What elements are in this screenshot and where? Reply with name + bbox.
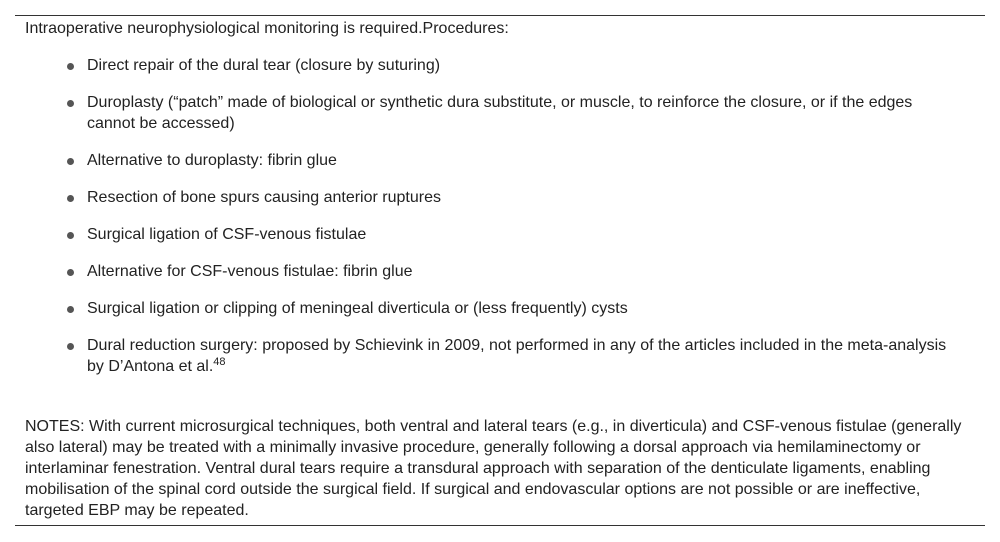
bullet-icon bbox=[67, 343, 74, 350]
procedures-table bbox=[15, 15, 985, 526]
reference-superscript: 48 bbox=[213, 356, 226, 368]
procedure-text: Surgical ligation or clipping of meningeal diverticula or (less frequently) cysts bbox=[87, 300, 628, 317]
list-item bbox=[87, 187, 963, 208]
bullet-icon bbox=[67, 195, 74, 202]
list-item bbox=[87, 224, 963, 245]
list-item bbox=[87, 55, 963, 76]
intro-text: Intraoperative neurophysiological monitoring is required.Procedures: bbox=[25, 20, 509, 37]
list-item bbox=[87, 298, 963, 319]
bullet-icon bbox=[67, 100, 74, 107]
list-item bbox=[87, 92, 963, 134]
bullet-icon bbox=[67, 306, 74, 313]
procedure-text: Alternative to duroplasty: fibrin glue bbox=[87, 152, 337, 169]
bullet-icon bbox=[67, 269, 74, 276]
bullet-icon bbox=[67, 63, 74, 70]
procedure-text: Dural reduction surgery: proposed by Schievink in 2009, not performed in any of the articles included in the meta-analysis by D’Antona et al. bbox=[87, 337, 947, 375]
list-item bbox=[87, 335, 963, 377]
procedure-text: Direct repair of the dural tear (closure by suturing) bbox=[87, 57, 441, 74]
bullet-icon bbox=[67, 158, 74, 165]
procedure-text: Resection of bone spurs causing anterior ruptures bbox=[87, 189, 441, 206]
procedure-text: Duroplasty (“patch” made of biological or synthetic dura substitute, or muscle, to reinforce the closure, or if the edges cannot be accessed) bbox=[87, 94, 913, 132]
procedure-text: Alternative for CSF-venous fistulae: fibrin glue bbox=[87, 263, 413, 280]
procedure-text: Surgical ligation of CSF-venous fistulae bbox=[87, 226, 367, 243]
notes-text: NOTES: With current microsurgical techniques, both ventral and lateral tears (e.g., in diverticula) and CSF-venous fistulae (generally also lateral) may be treated with a minimally invasive procedure, generally following a dorsal approach via hemilaminectomy or interlaminar fenestration. Ventral dural tears require a transdural approach with separation of the denticulate ligaments, enabling mobilisation of the spinal cord outside the surgical field. If surgical and endovascular options are not possible or are ineffective, targeted EBP may be repeated. bbox=[25, 418, 962, 519]
bullet-icon bbox=[67, 232, 74, 239]
list-item bbox=[87, 261, 963, 282]
list-item bbox=[87, 150, 963, 171]
